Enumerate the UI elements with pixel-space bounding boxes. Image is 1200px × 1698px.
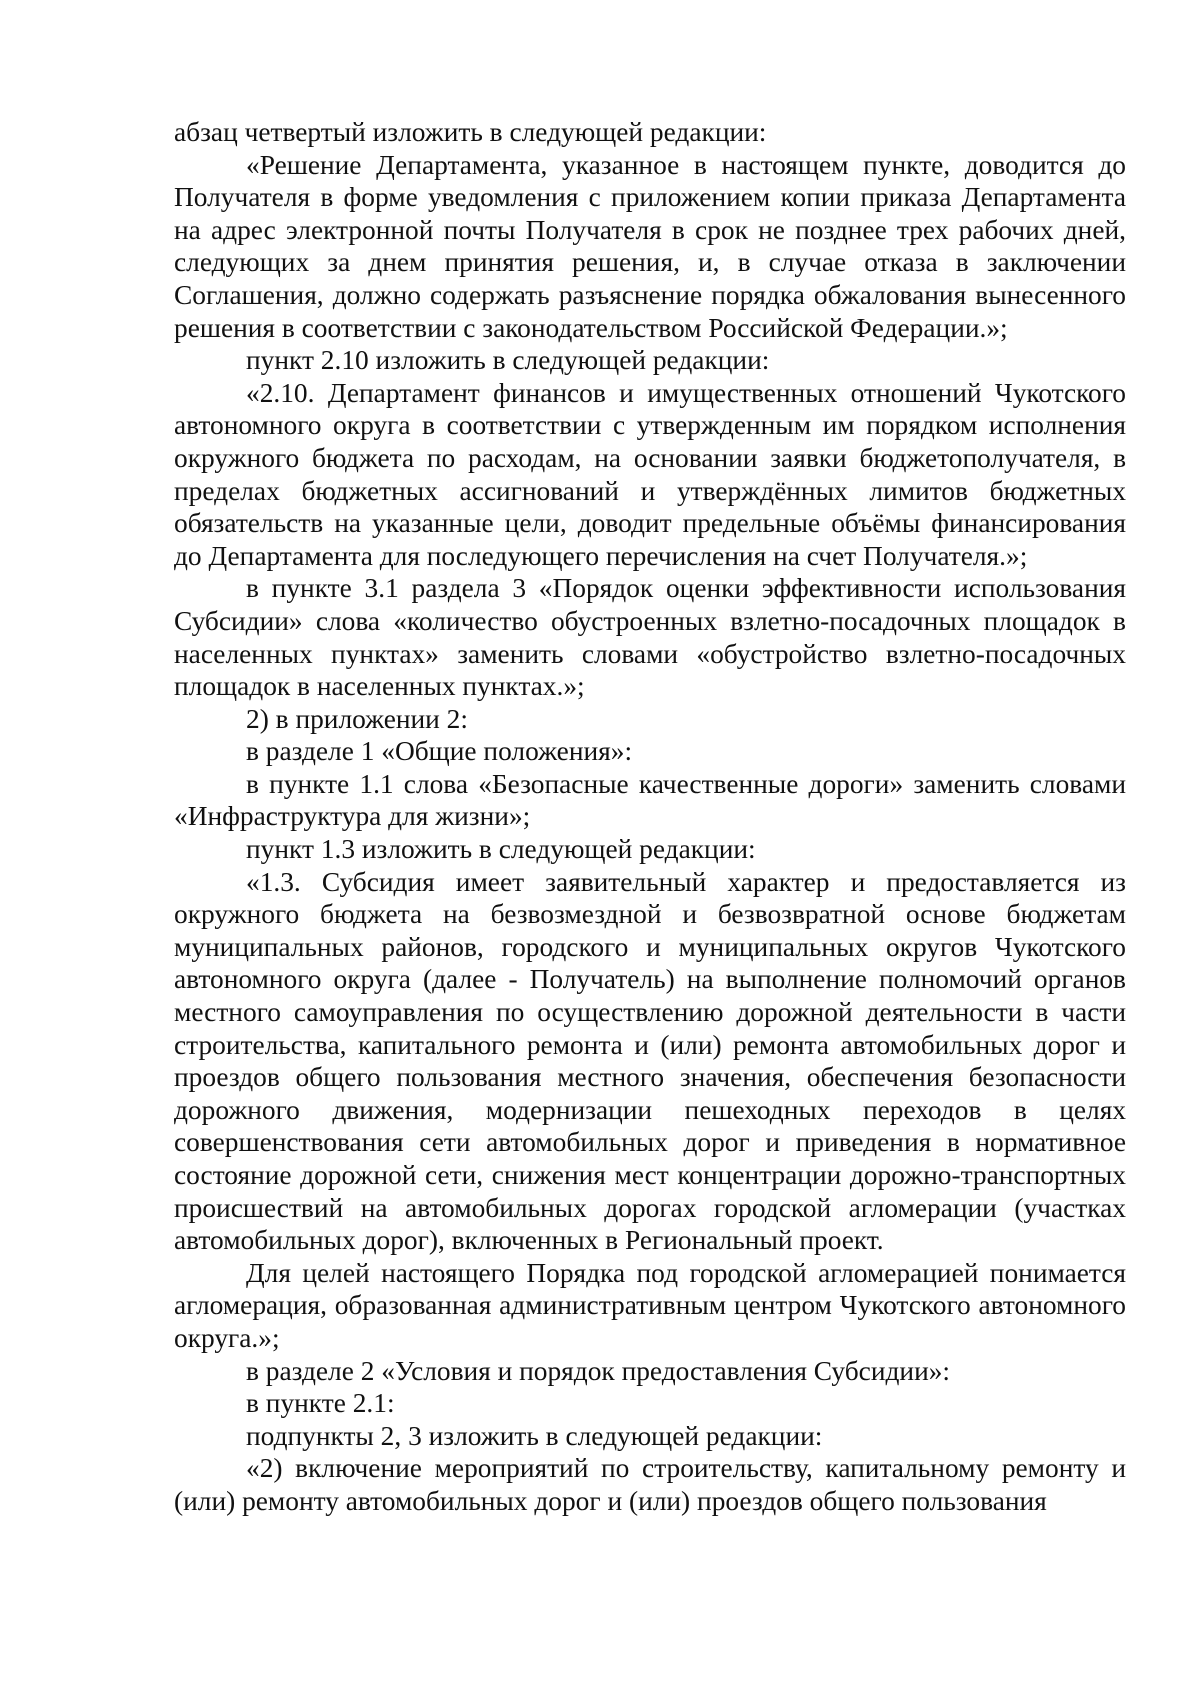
paragraph: «1.3. Субсидия имеет заявительный характер и предоставляется из окружного бюджета на безвозмездной и безвозвратной основе бюджетам муниципальных районов, городского и муниципальных округов Чукотского автономного округа (далее - Получатель) на выполнение полномочий органов местного самоуправления по осуществлению дорожной деятельности в части строительства, капитального ремонта и (или) ремонта автомобильных дорог и проездов общего пользования местного значения, обеспечения безопасности дорожного движения, модернизации пешеходных переходов в целях совершенствования сети автомобильных дорог и приведения в нормативное состояние дорожной сети, снижения мест концентрации дорожно-транспортных происшествий на автомобильных дорогах городской агломерации (участках автомобильных дорог), включенных в Региональный проект. xyxy=(174,866,1126,1256)
paragraph: Для целей настоящего Порядка под городской агломерацией понимается агломерация, образованная административным центром Чукотского автономного округа.»; xyxy=(174,1257,1126,1353)
paragraph: «Решение Департамента, указанное в настоящем пункте, доводится до Получателя в форме уведомления с приложением копии приказа Департамента на адрес электронной почты Получателя в срок не позднее трех рабочих дней, следующих за днем принятия решения, и, в случае отказа в заключении Соглашения, должно содержать разъяснение порядка обжалования вынесенного решения в соответствии с законодательством Российской Федерации.»; xyxy=(174,149,1126,343)
paragraph: в пункте 2.1: xyxy=(246,1388,395,1419)
paragraph: «2.10. Департамент финансов и имущественных отношений Чукотского автономного округа в соответствии с утвержденным им порядком исполнения окружного бюджета по расходам, на основании заявки бюджетополучателя, в пределах бюджетных ассигнований и утверждённых лимитов бюджетных обязательств на указанные цели, доводит предельные объёмы финансирования до Департамента для последующего перечисления на счет Получателя.»; xyxy=(174,377,1126,571)
document-page xyxy=(174,116,1126,1518)
paragraph: пункт 2.10 изложить в следующей редакции: xyxy=(246,345,770,376)
paragraph: в разделе 1 «Общие положения»: xyxy=(246,736,633,767)
paragraph: 2) в приложении 2: xyxy=(246,703,468,734)
paragraph: абзац четвертый изложить в следующей редакции: xyxy=(174,117,767,147)
paragraph: пункт 1.3 изложить в следующей редакции: xyxy=(246,834,756,865)
paragraph: «2) включение мероприятий по строительству, капитальному ремонту и (или) ремонту автомобильных дорог и (или) проездов общего пользования xyxy=(174,1453,1126,1516)
paragraph: в пункте 3.1 раздела 3 «Порядок оценки эффективности использования Субсидии» слова «количество обустроенных взлетно-посадочных площадок в населенных пунктах» заменить словами «обустройство взлетно-посадочных площадок в населенных пунктах.»; xyxy=(174,573,1126,702)
paragraph: в разделе 2 «Условия и порядок предоставления Субсидии»: xyxy=(246,1355,951,1386)
paragraph: в пункте 1.1 слова «Безопасные качественные дороги» заменить словами «Инфраструктура для жизни»; xyxy=(174,768,1126,832)
paragraph: подпункты 2, 3 изложить в следующей редакции: xyxy=(246,1420,823,1451)
